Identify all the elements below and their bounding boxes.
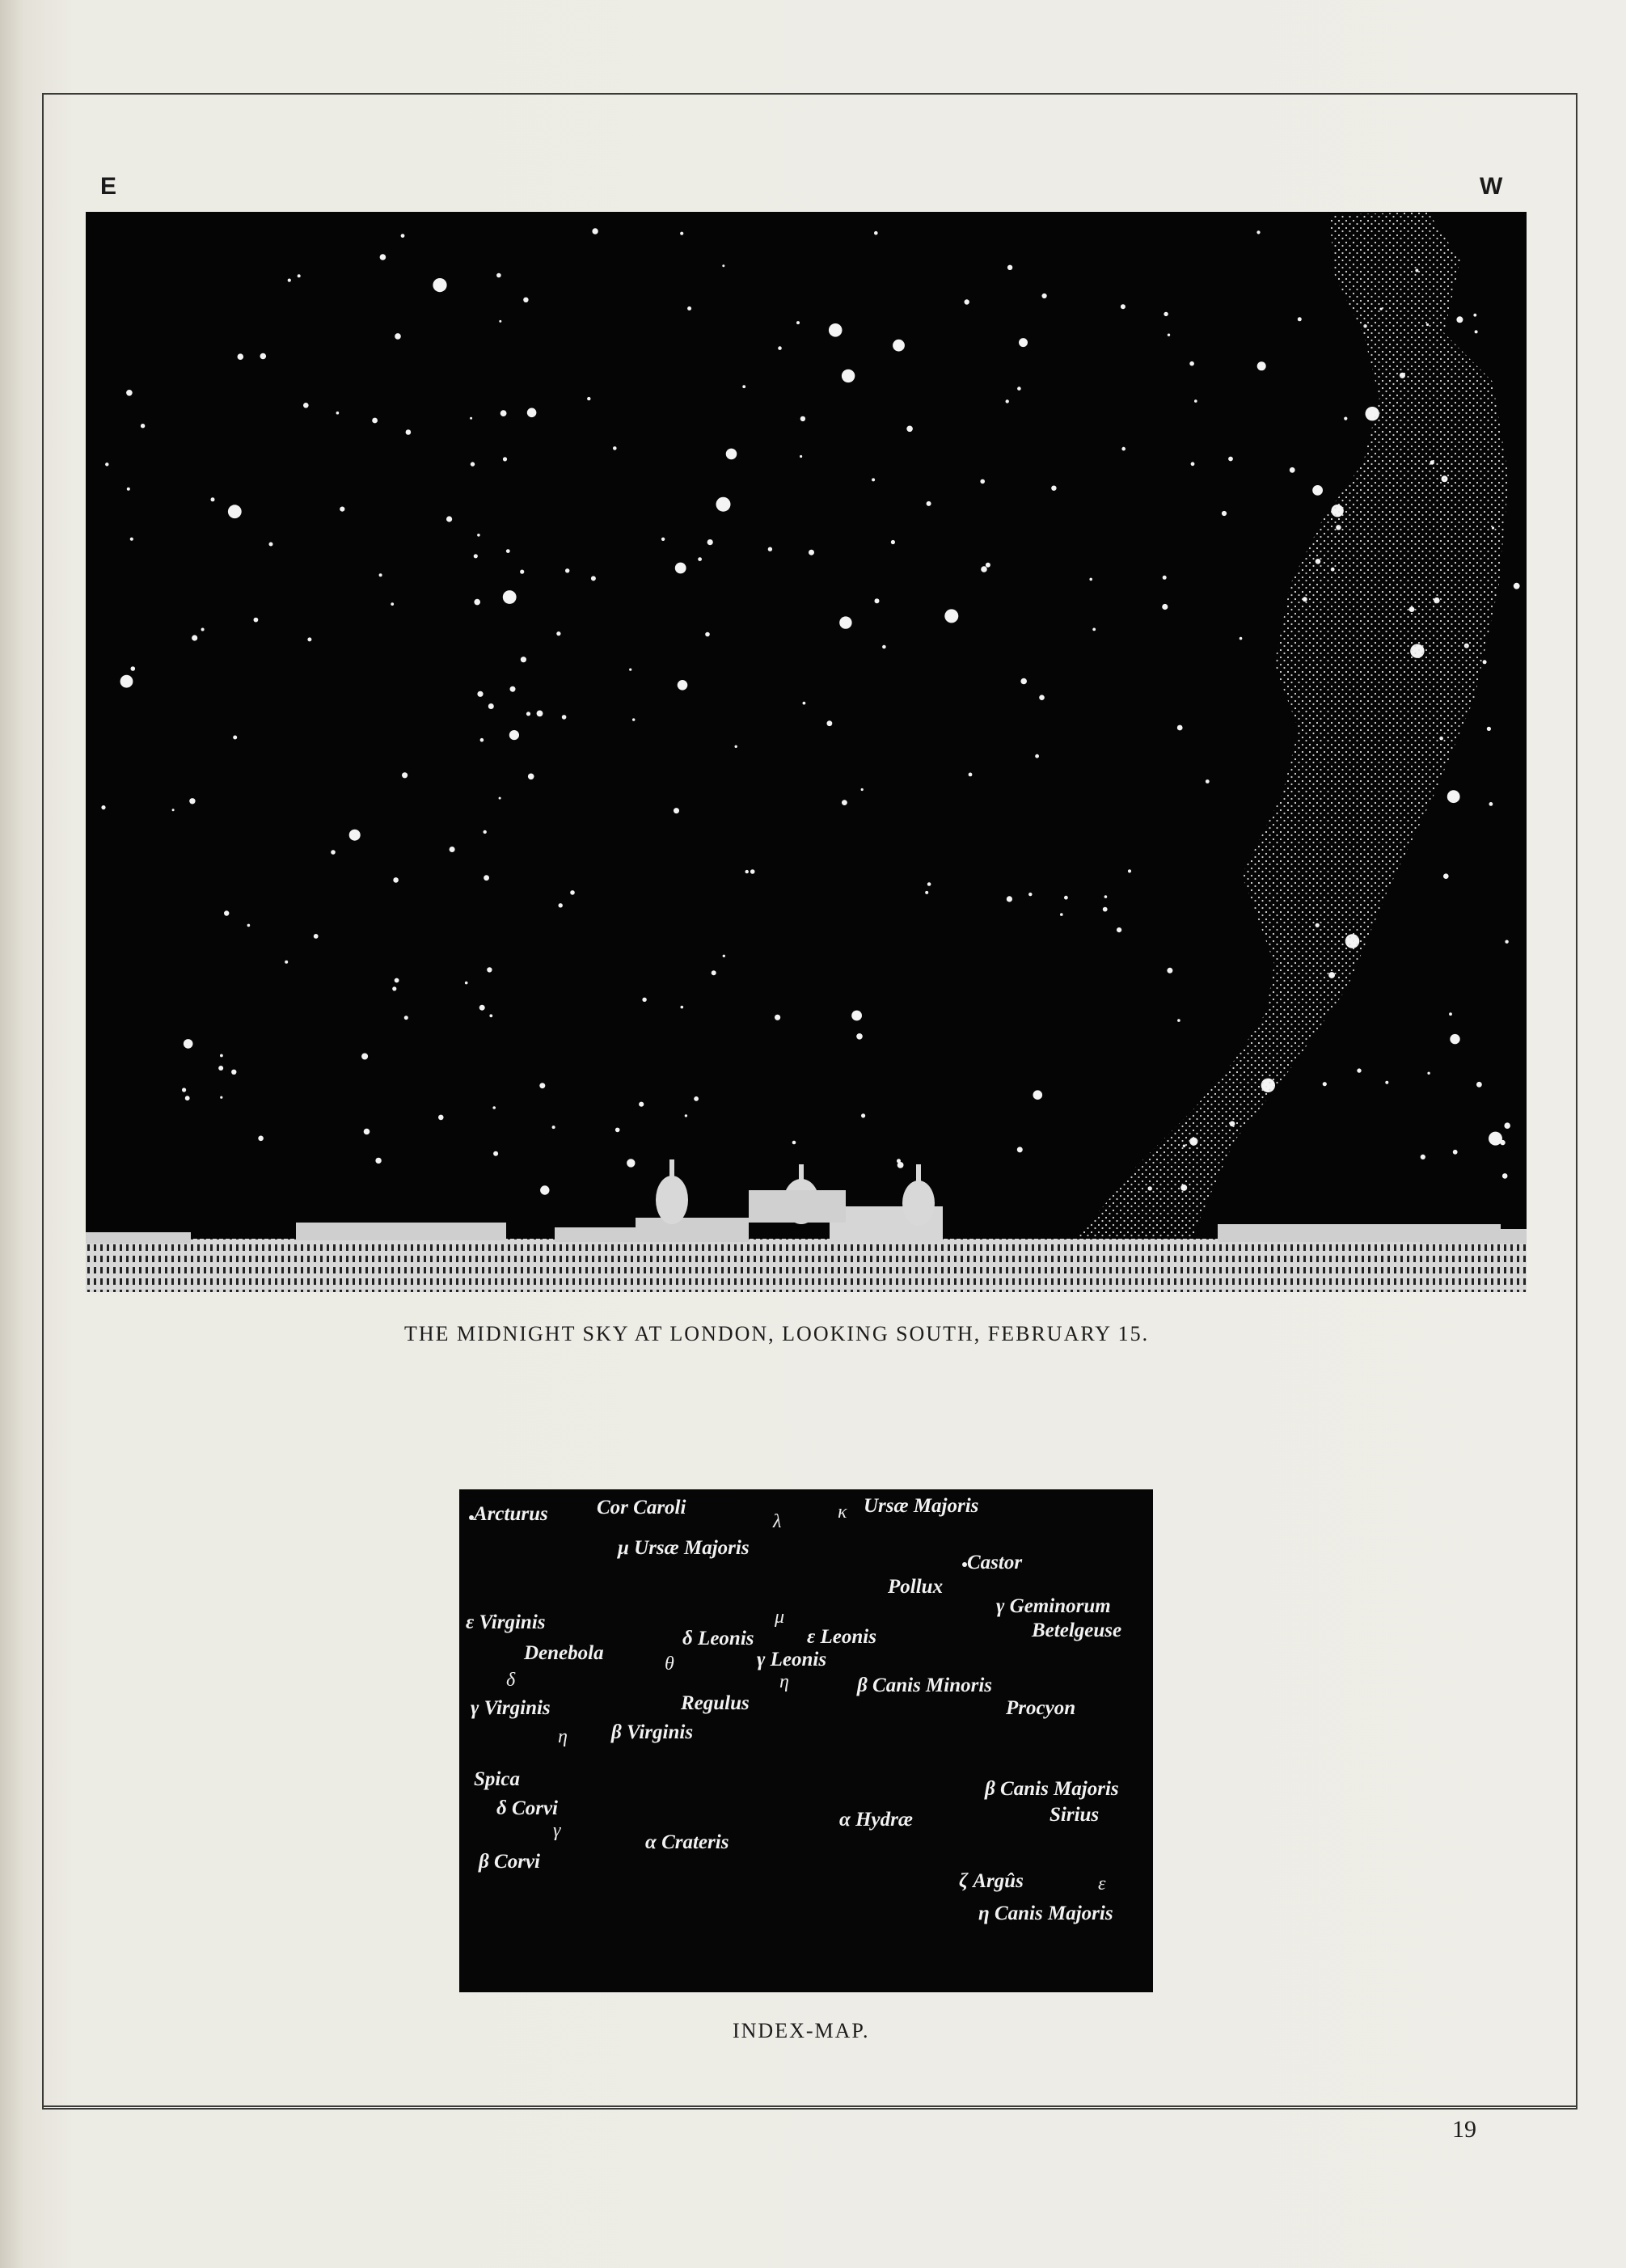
star bbox=[189, 798, 195, 804]
star bbox=[678, 680, 688, 691]
star bbox=[1051, 486, 1056, 491]
star bbox=[307, 637, 311, 641]
star bbox=[258, 1136, 264, 1142]
star bbox=[1514, 583, 1520, 589]
star bbox=[927, 501, 931, 506]
star bbox=[809, 550, 814, 555]
label-kappa: κ bbox=[838, 1501, 847, 1523]
star bbox=[687, 306, 691, 310]
star bbox=[1017, 386, 1021, 391]
star bbox=[218, 1066, 223, 1071]
star bbox=[615, 1128, 620, 1133]
star bbox=[1019, 338, 1028, 347]
label-spica: Spica bbox=[474, 1768, 520, 1790]
star bbox=[402, 772, 408, 778]
star bbox=[336, 412, 340, 415]
label-epsilon-leonis: ε Leonis bbox=[807, 1626, 876, 1648]
label-gamma-small: γ bbox=[553, 1820, 561, 1841]
star bbox=[1504, 1122, 1510, 1129]
star bbox=[401, 234, 405, 238]
star bbox=[492, 1106, 496, 1109]
star bbox=[1476, 1082, 1482, 1088]
star bbox=[220, 1054, 223, 1058]
star bbox=[364, 1129, 370, 1135]
star bbox=[231, 1070, 236, 1075]
star bbox=[925, 891, 928, 894]
star bbox=[254, 618, 259, 623]
star bbox=[861, 1113, 865, 1117]
star bbox=[238, 353, 244, 360]
star bbox=[1240, 637, 1243, 640]
star bbox=[1450, 1034, 1459, 1044]
label-mu-ursae-majoris: μ Ursæ Majoris bbox=[618, 1537, 750, 1559]
star bbox=[592, 228, 598, 234]
star bbox=[556, 631, 560, 636]
london-skyline bbox=[86, 1159, 1527, 1292]
star bbox=[842, 800, 847, 805]
star bbox=[875, 598, 880, 603]
star bbox=[211, 497, 215, 501]
star bbox=[120, 675, 133, 688]
star bbox=[629, 669, 631, 671]
compass-east-label: E bbox=[100, 173, 117, 200]
star bbox=[944, 609, 958, 623]
star bbox=[480, 738, 484, 742]
star bbox=[391, 602, 394, 606]
label-pollux: Pollux bbox=[888, 1576, 944, 1598]
star bbox=[1323, 1082, 1327, 1086]
star bbox=[288, 279, 291, 282]
star bbox=[1121, 304, 1126, 309]
star bbox=[1007, 896, 1012, 902]
star bbox=[471, 462, 475, 466]
star bbox=[627, 1159, 635, 1167]
star bbox=[1453, 1150, 1458, 1155]
star bbox=[509, 730, 519, 740]
star bbox=[395, 333, 401, 340]
star bbox=[1502, 1173, 1508, 1179]
star bbox=[694, 1096, 699, 1101]
star bbox=[380, 254, 386, 260]
star bbox=[613, 446, 617, 450]
star bbox=[470, 417, 472, 420]
star bbox=[1256, 230, 1260, 234]
label-cor-caroli: Cor Caroli bbox=[597, 1497, 686, 1518]
bottom-rule bbox=[42, 2105, 1576, 2107]
label-gamma-leonis: γ Leonis bbox=[757, 1649, 827, 1670]
star bbox=[375, 1158, 381, 1164]
star bbox=[1449, 1012, 1452, 1016]
star bbox=[1104, 895, 1108, 898]
star bbox=[499, 797, 501, 800]
label-theta: θ bbox=[665, 1653, 674, 1675]
label-castor: Castor bbox=[967, 1552, 1023, 1573]
star bbox=[438, 1115, 444, 1121]
star bbox=[882, 645, 886, 649]
compass-west-label: W bbox=[1480, 173, 1503, 200]
star bbox=[488, 703, 494, 709]
star bbox=[126, 390, 133, 396]
index-map bbox=[459, 1489, 1153, 1992]
star bbox=[591, 576, 596, 581]
star bbox=[1228, 457, 1233, 462]
star bbox=[465, 982, 468, 985]
star bbox=[1475, 330, 1478, 333]
star bbox=[130, 538, 133, 541]
sky-stars-and-skyline bbox=[86, 212, 1527, 1292]
star bbox=[1064, 896, 1068, 900]
star bbox=[639, 1102, 644, 1107]
star bbox=[745, 870, 749, 873]
star bbox=[1020, 678, 1027, 685]
star bbox=[1017, 1147, 1023, 1152]
star bbox=[872, 478, 875, 481]
star bbox=[856, 1033, 863, 1040]
star bbox=[552, 1126, 555, 1129]
label-eta-canis-majoris: η Canis Majoris bbox=[978, 1903, 1113, 1924]
star bbox=[1007, 265, 1012, 270]
star bbox=[503, 457, 507, 461]
star bbox=[477, 691, 483, 697]
star bbox=[484, 875, 489, 881]
star bbox=[1092, 628, 1096, 631]
star bbox=[404, 1016, 408, 1020]
star bbox=[1162, 604, 1168, 610]
star bbox=[228, 505, 242, 518]
star bbox=[1257, 361, 1266, 370]
star bbox=[775, 1015, 780, 1020]
label-beta-virginis: β Virginis bbox=[611, 1721, 694, 1743]
star bbox=[1443, 873, 1449, 879]
star bbox=[1028, 893, 1032, 896]
star bbox=[1121, 447, 1126, 451]
star bbox=[861, 788, 864, 791]
label-gamma-virginis: γ Virginis bbox=[471, 1697, 551, 1719]
star bbox=[1060, 913, 1063, 916]
label-epsilon-virginis: ε Virginis bbox=[466, 1611, 546, 1633]
star bbox=[489, 1014, 492, 1017]
star bbox=[1427, 1072, 1430, 1075]
star bbox=[331, 850, 336, 855]
label-betelgeuse: Betelgeuse bbox=[1032, 1620, 1122, 1641]
star bbox=[1033, 1090, 1043, 1100]
star bbox=[559, 903, 563, 907]
star bbox=[487, 967, 492, 972]
star bbox=[527, 408, 537, 418]
label-alpha-hydrae: α Hydræ bbox=[839, 1809, 913, 1831]
star bbox=[392, 986, 396, 990]
star bbox=[1103, 907, 1108, 912]
star bbox=[1117, 927, 1121, 932]
star bbox=[742, 385, 745, 388]
star bbox=[796, 321, 800, 324]
star bbox=[303, 403, 309, 408]
star bbox=[526, 712, 530, 716]
star bbox=[842, 370, 855, 382]
star bbox=[101, 805, 105, 809]
milky-way bbox=[1064, 212, 1509, 1255]
star bbox=[493, 1151, 498, 1156]
star bbox=[562, 715, 567, 720]
star bbox=[1168, 334, 1170, 336]
star bbox=[980, 479, 985, 484]
star bbox=[105, 462, 108, 466]
label-sirius: Sirius bbox=[1050, 1804, 1100, 1826]
star bbox=[372, 418, 378, 424]
star bbox=[778, 346, 782, 350]
star bbox=[184, 1039, 193, 1049]
star bbox=[340, 507, 344, 512]
star bbox=[897, 1159, 901, 1163]
star bbox=[1473, 314, 1476, 317]
star bbox=[503, 590, 517, 604]
star bbox=[496, 273, 501, 278]
star bbox=[314, 934, 319, 939]
star bbox=[298, 274, 301, 277]
star bbox=[192, 635, 197, 640]
star bbox=[874, 231, 878, 235]
star bbox=[528, 774, 534, 780]
star bbox=[1128, 869, 1131, 872]
label-procyon: Procyon bbox=[1006, 1697, 1076, 1719]
star bbox=[233, 736, 237, 740]
star bbox=[723, 955, 725, 957]
star bbox=[437, 279, 441, 283]
star bbox=[537, 711, 543, 717]
star bbox=[506, 549, 510, 553]
star bbox=[474, 554, 478, 558]
label-beta-canis-majoris: β Canis Majoris bbox=[985, 1778, 1119, 1800]
star bbox=[269, 543, 273, 547]
label-alpha-crateris: α Crateris bbox=[645, 1831, 729, 1853]
star bbox=[716, 497, 731, 512]
midnight-sky-illustration bbox=[86, 212, 1527, 1292]
star bbox=[1177, 725, 1183, 731]
star bbox=[969, 773, 973, 777]
star bbox=[1312, 485, 1323, 496]
label-delta-small: δ bbox=[506, 1670, 516, 1691]
star bbox=[722, 264, 724, 267]
star bbox=[224, 910, 229, 915]
label-eta-small: η bbox=[779, 1671, 789, 1692]
star bbox=[1039, 695, 1045, 700]
star bbox=[981, 566, 987, 572]
star bbox=[260, 353, 267, 360]
star bbox=[127, 488, 130, 491]
star bbox=[285, 961, 288, 964]
label-beta-canis-minoris: β Canis Minoris bbox=[857, 1675, 993, 1696]
star bbox=[1298, 317, 1302, 321]
star bbox=[1035, 754, 1039, 758]
star bbox=[379, 573, 382, 577]
star bbox=[661, 538, 665, 541]
star bbox=[1167, 968, 1172, 974]
star bbox=[803, 702, 806, 705]
star bbox=[680, 232, 683, 235]
star bbox=[1222, 511, 1227, 516]
star bbox=[521, 657, 526, 662]
star bbox=[185, 1096, 190, 1100]
star bbox=[540, 1185, 549, 1194]
star bbox=[681, 1006, 684, 1009]
label-ursae-majoris-top: Ursæ Majoris bbox=[864, 1495, 979, 1517]
star bbox=[500, 410, 507, 416]
label-delta-leonis: δ Leonis bbox=[682, 1628, 754, 1649]
star bbox=[1421, 1155, 1425, 1159]
label-delta-corvi: δ Corvi bbox=[496, 1797, 559, 1819]
star bbox=[510, 686, 516, 692]
star bbox=[698, 557, 702, 561]
index-map-caption: INDEX-MAP. bbox=[733, 2019, 870, 2042]
star bbox=[1163, 576, 1167, 580]
star bbox=[141, 424, 145, 428]
star bbox=[520, 570, 524, 574]
star bbox=[965, 299, 969, 304]
star bbox=[632, 718, 635, 720]
label-lambda: λ bbox=[773, 1511, 782, 1532]
star bbox=[891, 540, 895, 544]
star bbox=[1344, 417, 1347, 420]
star bbox=[446, 516, 452, 522]
star bbox=[685, 1114, 687, 1117]
star bbox=[349, 830, 361, 841]
star bbox=[726, 449, 737, 460]
star bbox=[1487, 727, 1491, 731]
star bbox=[707, 539, 713, 545]
label-mu: μ bbox=[775, 1607, 785, 1628]
star bbox=[477, 534, 480, 537]
star bbox=[587, 397, 590, 400]
star bbox=[851, 1011, 862, 1021]
star bbox=[1177, 1019, 1180, 1022]
main-illustration-caption: THE MIDNIGHT SKY AT LONDON, LOOKING SOUTH, FEBRUARY 15. bbox=[404, 1322, 1150, 1345]
star bbox=[450, 847, 455, 852]
star bbox=[479, 1005, 485, 1011]
label-gamma-geminorum: γ Geminorum bbox=[996, 1595, 1111, 1617]
star bbox=[792, 1141, 796, 1145]
label-epsilon-small: ε bbox=[1098, 1873, 1106, 1894]
star bbox=[1189, 361, 1194, 366]
star bbox=[839, 616, 851, 628]
star bbox=[474, 599, 480, 606]
star bbox=[361, 1054, 368, 1060]
star bbox=[735, 745, 737, 748]
label-arcturus: Arcturus bbox=[474, 1503, 548, 1525]
star bbox=[182, 1088, 186, 1092]
star bbox=[523, 298, 528, 302]
star bbox=[800, 455, 802, 458]
star bbox=[1194, 399, 1197, 403]
star bbox=[1483, 660, 1487, 664]
star bbox=[1006, 399, 1009, 403]
star bbox=[220, 1096, 222, 1099]
star bbox=[1385, 1081, 1388, 1084]
star bbox=[1191, 462, 1195, 466]
star bbox=[1447, 790, 1460, 803]
star bbox=[570, 890, 575, 895]
star bbox=[829, 323, 843, 337]
star bbox=[927, 882, 931, 886]
label-beta-corvi: β Corvi bbox=[479, 1851, 541, 1873]
star bbox=[247, 924, 251, 927]
star bbox=[1489, 802, 1493, 806]
star bbox=[800, 416, 805, 421]
star bbox=[172, 809, 175, 811]
star bbox=[393, 877, 399, 883]
star bbox=[827, 720, 833, 726]
star bbox=[395, 978, 399, 983]
star bbox=[1500, 1140, 1505, 1145]
star bbox=[675, 563, 686, 574]
star bbox=[705, 632, 710, 637]
star bbox=[750, 869, 755, 874]
star bbox=[406, 429, 412, 435]
label-eta-virginis-mark: η bbox=[558, 1726, 568, 1747]
star bbox=[499, 320, 501, 323]
page-number: 19 bbox=[1452, 2116, 1476, 2143]
star bbox=[565, 568, 569, 572]
star bbox=[1357, 1068, 1361, 1072]
star bbox=[131, 666, 136, 671]
star bbox=[986, 563, 990, 568]
star bbox=[906, 426, 913, 433]
star bbox=[674, 808, 679, 813]
star bbox=[1505, 940, 1508, 944]
star bbox=[484, 830, 487, 834]
label-denebola: Denebola bbox=[524, 1642, 604, 1664]
star bbox=[1206, 779, 1210, 783]
star bbox=[539, 1083, 545, 1088]
star bbox=[1164, 312, 1168, 316]
star bbox=[893, 340, 905, 352]
star bbox=[1290, 467, 1295, 473]
star bbox=[768, 547, 772, 551]
star bbox=[1089, 578, 1092, 581]
star bbox=[642, 998, 646, 1002]
label-zeta-argus: ζ Argûs bbox=[959, 1870, 1024, 1892]
label-regulus: Regulus bbox=[681, 1692, 750, 1714]
star bbox=[712, 970, 716, 975]
star bbox=[1042, 294, 1047, 298]
star bbox=[1456, 316, 1463, 323]
star bbox=[201, 628, 205, 631]
